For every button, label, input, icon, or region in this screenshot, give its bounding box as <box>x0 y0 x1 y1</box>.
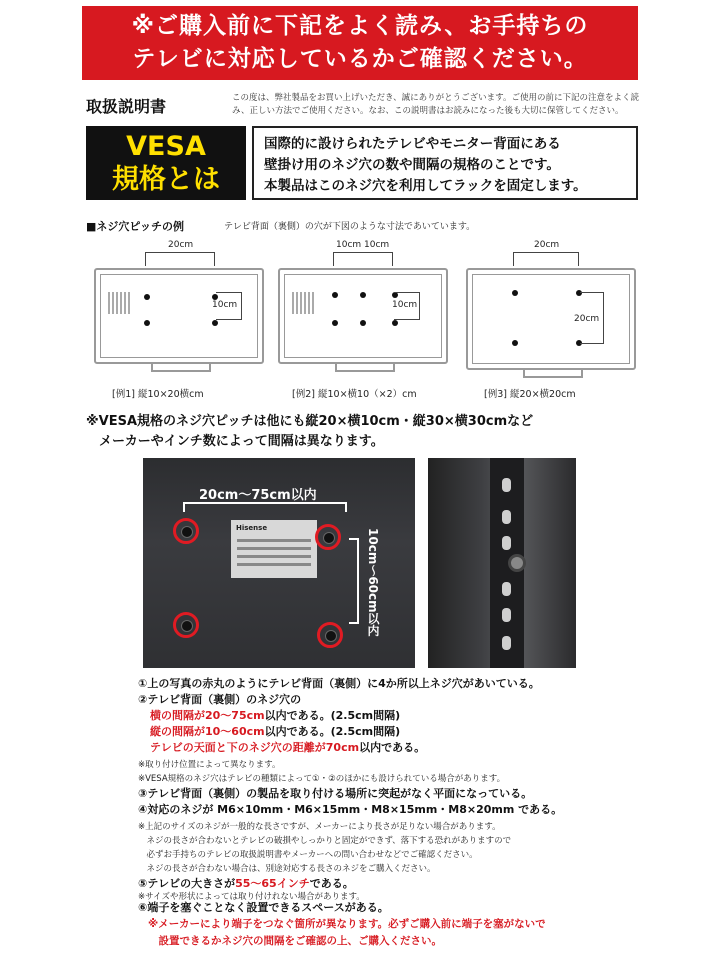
screw-hole <box>512 290 518 296</box>
rack-mount-photo <box>428 458 576 668</box>
condition-1: ①上の写真の赤丸のようにテレビ背面（裏側）に4か所以上ネジ穴があいている。 <box>138 677 540 690</box>
screw-hole <box>392 320 398 326</box>
note-6: ネジの長さが合わない場合は、別途対応する長さのネジをご購入ください。 <box>138 864 436 874</box>
screw-hole <box>144 294 150 300</box>
screw-hole <box>332 320 338 326</box>
dimension-label: 20cm <box>574 314 600 324</box>
vesa-description <box>252 126 638 200</box>
pitch-note: テレビ背面（裏側）の穴が下図のような寸法であいています。 <box>224 222 476 232</box>
screw-hole <box>212 320 218 326</box>
screw-hole-marker <box>317 622 343 648</box>
photo-width-label: 20cm～75cm以内 <box>199 488 317 503</box>
dimension-label: 10cm 10cm <box>336 240 390 250</box>
spec-label <box>231 520 317 578</box>
condition-6: ⑥端子を塞ぐことなく設置できるスペースがある。 <box>138 901 389 914</box>
banner-line-1: ※ご購入前に下記をよく読み、お手持ちの <box>131 13 589 39</box>
condition-3: ③テレビ背面（裏側）の製品を取り付ける場所に突起がなく平面になっている。 <box>138 787 533 800</box>
tv-back-photo <box>143 458 415 668</box>
note-7: ※サイズや形状によっては取り付けれない場合があります。 <box>138 892 365 902</box>
tv-diagram-example-2 <box>278 268 448 364</box>
vent-icon <box>108 292 130 314</box>
manual-intro: この度は、弊社製品をお買い上げいただき、誠にありがとうございます。ご使用の前に下記の注意をよく読み、正しい方法でご使用ください。なお、この説明書はお読みになった後も大切に保管してください。 <box>232 93 639 116</box>
bar-hole <box>502 478 511 492</box>
final-warning-line-2: 設置できるかネジ穴の間隔をご確認の上、ご購入ください。 <box>148 935 442 947</box>
brand-logo: Hisense <box>236 524 268 532</box>
final-warning <box>148 916 668 950</box>
condition-2a: 横の間隔が20～75cm以内である。(2.5cm間隔) <box>150 709 401 722</box>
mount-screw <box>508 554 526 572</box>
pitch-title: ■ネジ穴ピッチの例 <box>86 220 184 233</box>
vesa-badge-line-2: 規格とは <box>112 164 220 195</box>
dimension-line <box>513 252 579 266</box>
screw-hole <box>512 340 518 346</box>
dimension-label: 10cm <box>392 300 418 310</box>
example-caption: [例1] 縦10×20横cm <box>112 389 204 400</box>
warning-banner <box>82 6 638 80</box>
bar-hole <box>502 582 511 596</box>
note-5: 必ずお手持ちのテレビの取扱説明書やメーカーへの問い合わせなどでご確認ください。 <box>138 850 478 860</box>
dimension-label: 10cm <box>212 300 238 310</box>
screw-hole <box>144 320 150 326</box>
dimension-line <box>183 502 347 512</box>
dimension-label: 20cm <box>534 240 560 250</box>
bar-hole <box>502 536 511 550</box>
vent-icon <box>292 292 314 314</box>
vesa-badge <box>86 126 246 200</box>
condition-5: ⑤テレビの大きさが55～65インチである。 <box>138 877 354 890</box>
note-1: ※取り付け位置によって異なります。 <box>138 760 281 770</box>
condition-2: ②テレビ背面（裏側）のネジ穴の <box>138 693 302 706</box>
note-3: ※上記のサイズのネジが一般的な長さですが、メーカーにより長さが足りない場合があります。 <box>138 822 501 832</box>
dimension-line <box>145 252 215 266</box>
dimension-label: 20cm <box>168 240 194 250</box>
note-2: ※VESA規格のネジ穴はテレビの種類によって①・②のほかにも設けられている場合があります。 <box>138 774 506 784</box>
vesa-badge-line-1: VESA <box>126 131 206 162</box>
example-caption: [例3] 縦20×横20cm <box>484 389 576 400</box>
dimension-line <box>349 538 359 624</box>
vesa-desc-line-1: 国際的に設けられたテレビやモニター背面にある <box>264 136 561 152</box>
bar-hole <box>502 636 511 650</box>
vesa-note-line-2: メーカーやインチ数によって間隔は異なります。 <box>86 434 384 449</box>
condition-4: ④対応のネジが M6×10mm・M6×15mm・M8×15mm・M8×20mm である。 <box>138 803 563 816</box>
example-caption: [例2] 縦10×横10（×2）cm <box>292 389 417 400</box>
bar-hole <box>502 608 511 622</box>
tv-diagram-example-3 <box>466 268 636 370</box>
dimension-line <box>333 252 393 266</box>
bar-hole <box>502 510 511 524</box>
screw-hole <box>360 292 366 298</box>
screw-hole-marker <box>173 612 199 638</box>
screw-hole-marker <box>315 524 341 550</box>
screw-hole <box>360 320 366 326</box>
final-warning-line-1: ※メーカーにより端子をつなぐ箇所が異なります。必ずご購入前に端子を塞がないで <box>148 918 546 930</box>
vesa-note-line-1: ※VESA規格のネジ穴ピッチは他にも縦20×横10cm・縦30×横30cmなど <box>86 414 534 429</box>
condition-2c: テレビの天面と下のネジ穴の距離が70cm以内である。 <box>150 741 426 754</box>
vesa-pitch-note <box>86 412 686 452</box>
manual-title: 取扱説明書 <box>86 97 167 116</box>
screw-hole-marker <box>173 518 199 544</box>
screw-hole <box>332 292 338 298</box>
vesa-desc-line-3: 本製品はこのネジ穴を利用してラックを固定します。 <box>264 178 587 194</box>
vesa-desc-line-2: 壁掛け用のネジ穴の数や間隔の規格のことです。 <box>264 157 560 173</box>
photo-height-label: 10cm～60cm以内 <box>366 528 380 637</box>
banner-line-2: テレビに対応しているかご確認ください。 <box>132 46 588 72</box>
note-4: ネジの長さが合わないとテレビの破損やしっかりと固定ができず、落下する恐れがありますので <box>138 836 512 846</box>
condition-2b: 縦の間隔が10～60cm以内である。(2.5cm間隔) <box>150 725 401 738</box>
